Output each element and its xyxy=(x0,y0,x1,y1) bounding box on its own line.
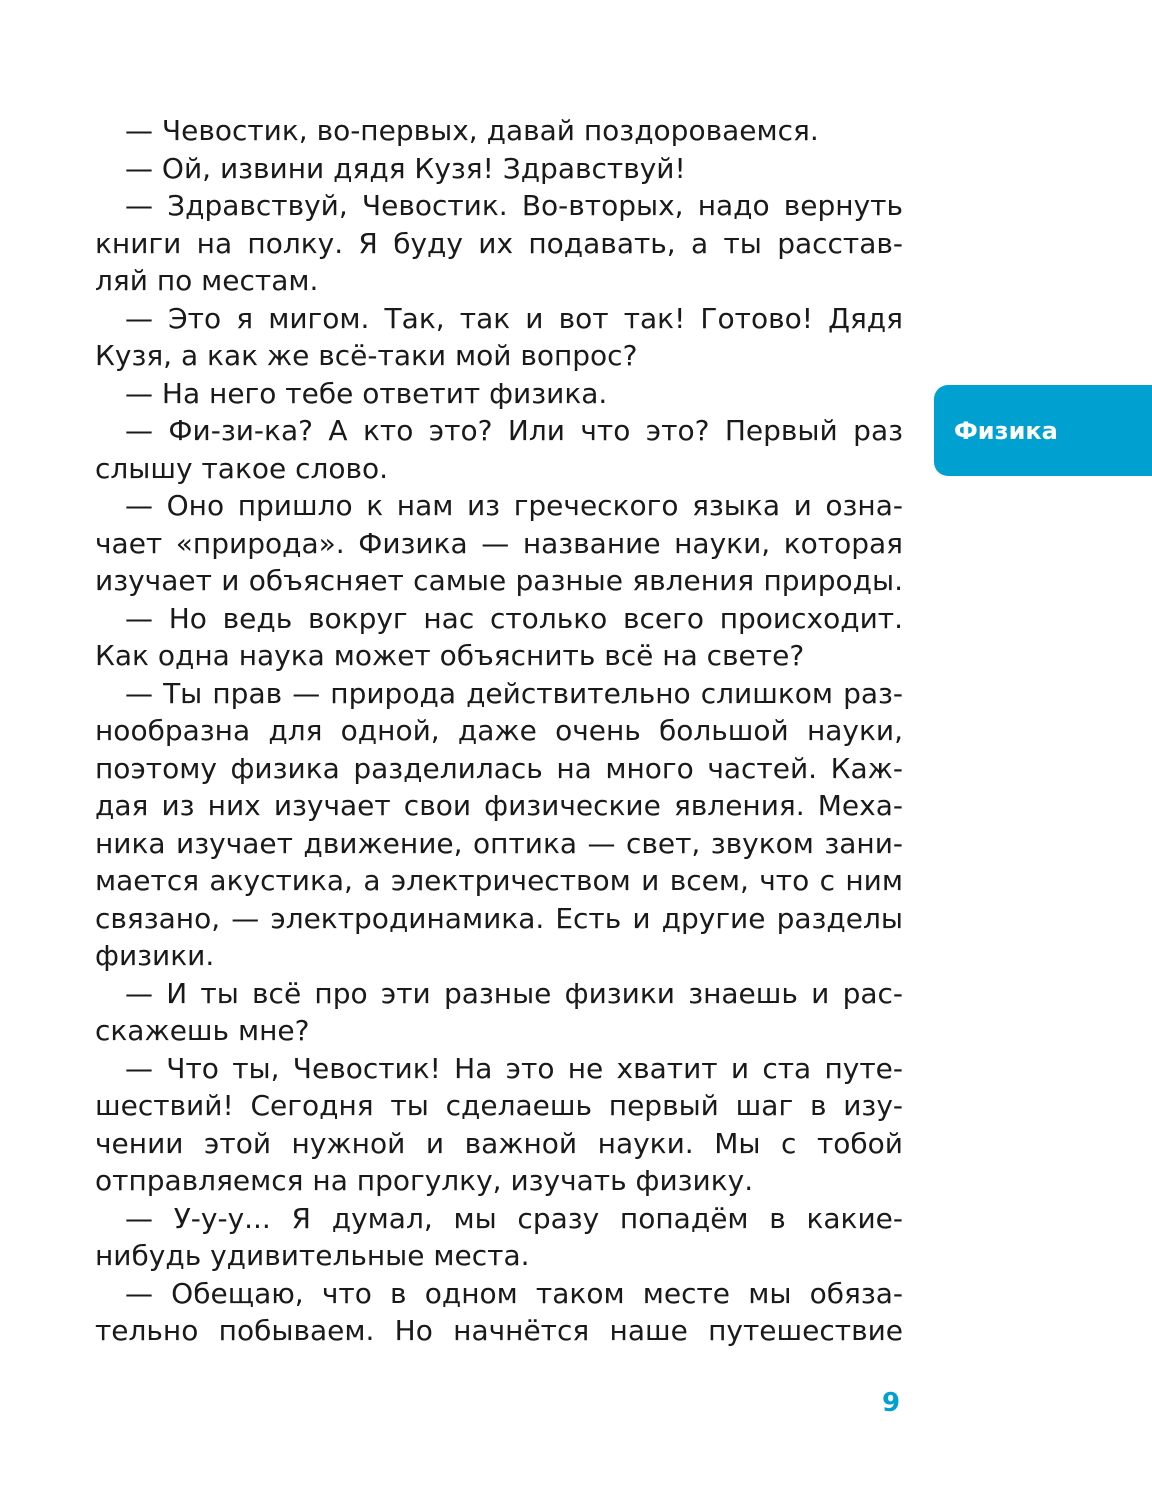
text-line: книги на полку. Я буду их подавать, а ты расстав- xyxy=(95,226,903,260)
text-line: — Обещаю, что в одном таком месте мы обяза- xyxy=(125,1276,903,1310)
text-line: — Чевостик, во-первых, давай поздороваемся. xyxy=(125,114,819,147)
text-line: чении этой нужной и важной науки. Мы с тобой xyxy=(95,1126,903,1160)
text-line: Как одна наука может объяснить всё на свете? xyxy=(95,639,805,672)
text-line: нибудь удивительные места. xyxy=(95,1239,530,1272)
text-line: — Ой, извини дядя Кузя! Здравствуй! xyxy=(125,151,686,185)
body-text xyxy=(95,112,903,1350)
text-line: поэтому физика разделилась на много частей. Каж- xyxy=(95,751,903,785)
text-line: связано, — электродинамика. Есть и другие разделы xyxy=(95,901,903,935)
text-line: — Здравствуй, Чевостик. Во-вторых, надо вернуть xyxy=(125,189,903,222)
text-line: физики. xyxy=(95,939,215,972)
text-line: — На него тебе ответит физика. xyxy=(125,376,608,410)
text-line: нообразна для одной, даже очень большой науки, xyxy=(95,714,903,747)
text-line: — Фи-зи-ка? А кто это? Или что это? Первый раз xyxy=(125,414,903,447)
text-line: мается акустика, а электричеством и всем, что с ним xyxy=(95,864,903,897)
text-line: ника изучает движение, оптика — свет, звуком зани- xyxy=(95,826,903,860)
text-line: тельно побываем. Но начнётся наше путешествие xyxy=(95,1314,903,1347)
text-line: — Это я мигом. Так, так и вот так! Готово! Дядя xyxy=(125,301,903,335)
text-line: изучает и объясняет самые разные явления природы. xyxy=(95,564,903,597)
text-line: скажешь мне? xyxy=(95,1014,310,1047)
text-line: — Оно пришло к нам из греческого языка и озна- xyxy=(125,489,903,522)
page-number: 9 xyxy=(882,1388,901,1418)
text-line: — И ты всё про эти разные физики знаешь и рас- xyxy=(125,976,903,1010)
text-line: Кузя, а как же всё-таки мой вопрос? xyxy=(95,339,638,372)
text-line: — У-у-у... Я думал, мы сразу попадём в какие- xyxy=(125,1201,903,1235)
text-line: — Но ведь вокруг нас столько всего происходит. xyxy=(125,601,903,635)
section-tab-label: Физика xyxy=(954,416,1058,445)
text-line: — Ты прав — природа действительно слишком раз- xyxy=(125,676,903,710)
text-line: ляй по местам. xyxy=(95,264,319,297)
text-line: — Что ты, Чевостик! На это не хватит и ста путе- xyxy=(125,1051,903,1085)
text-line: дая из них изучает свои физические явления. Меха- xyxy=(95,789,903,822)
text-line: шествий! Сегодня ты сделаешь первый шаг в изу- xyxy=(95,1089,903,1122)
text-line: слышу такое слово. xyxy=(95,451,389,485)
text-line: отправляемся на прогулку, изучать физику. xyxy=(95,1164,754,1197)
section-tab xyxy=(934,385,1152,476)
text-line: чает «природа». Физика — название науки, которая xyxy=(95,526,903,560)
